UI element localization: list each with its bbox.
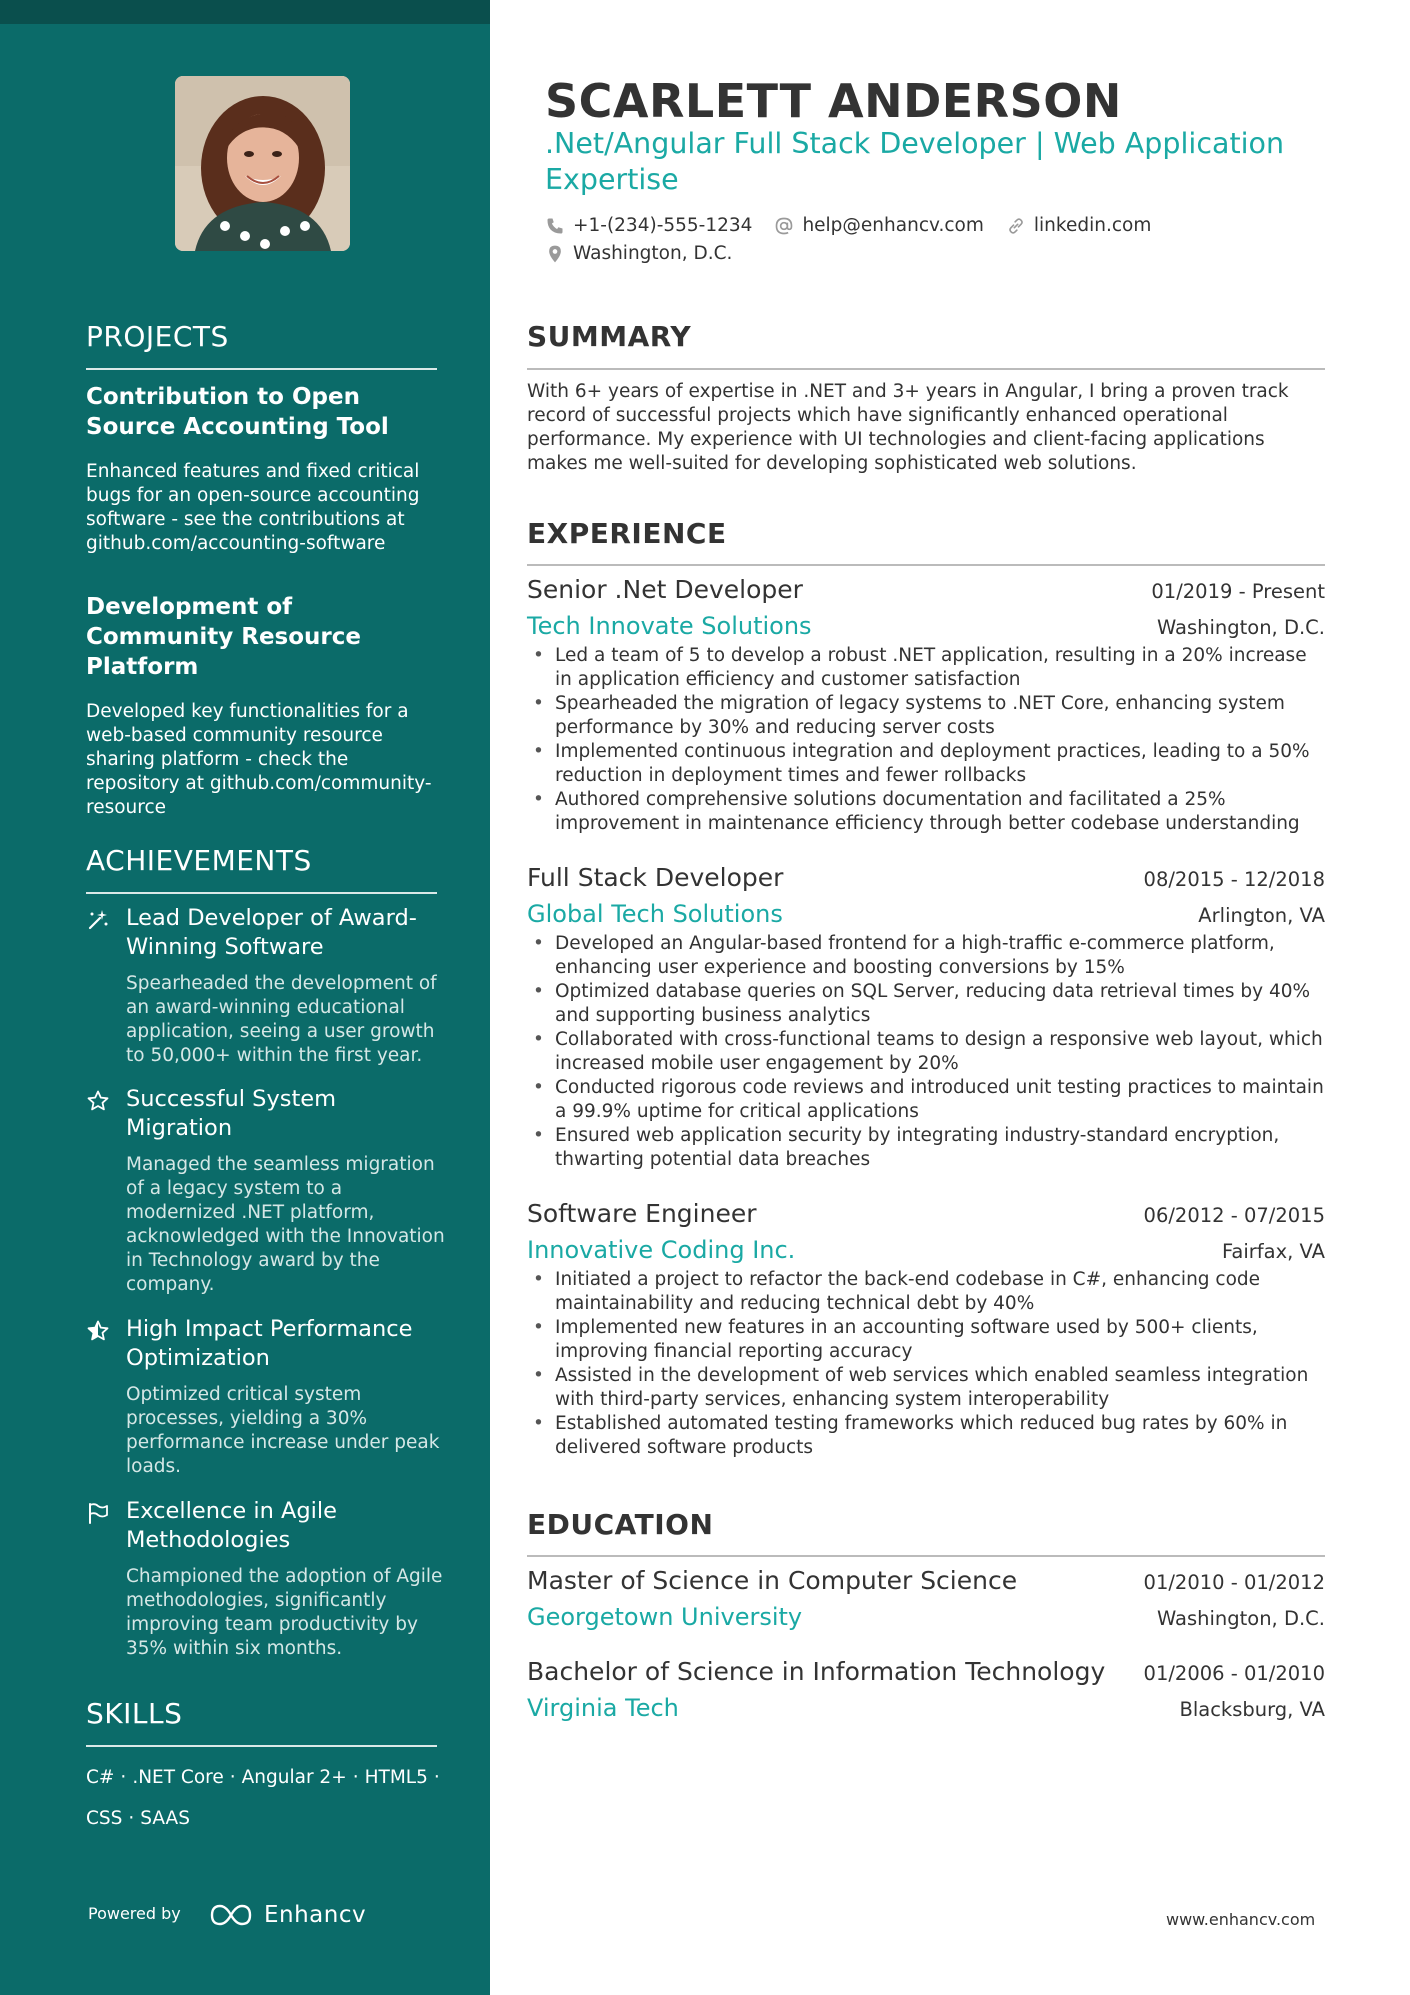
- project-title: Development of Community Resource Platform: [86, 594, 361, 680]
- education-dates: 01/2006 - 01/2010: [1143, 1662, 1325, 1685]
- skill-tag: CSS: [86, 1808, 123, 1829]
- education-entry: [527, 1657, 1325, 1722]
- job-title: Software Engineer: [527, 1199, 757, 1228]
- enhancv-logo-icon: [208, 1902, 254, 1928]
- contact-row: [545, 215, 1173, 236]
- contact-linkedin[interactable]: [1006, 215, 1151, 236]
- candidate-role: .Net/Angular Full Stack Developer | Web Application Expertise: [545, 127, 1285, 196]
- skill-tag: SAAS: [140, 1808, 190, 1829]
- job-dates: 08/2015 - 12/2018: [1143, 868, 1325, 891]
- powered-by-label: Powered by: [88, 1904, 181, 1923]
- degree-title: Master of Science in Computer Science: [527, 1566, 1018, 1595]
- education-divider: [527, 1555, 1325, 1557]
- job-bullet: • Optimized database queries on SQL Server, reducing data retrieval times by 40% and supporting business analytics: [527, 980, 1325, 1028]
- contact-phone[interactable]: [545, 215, 752, 236]
- achievement-description: Spearheaded the development of an award-winning educational application, seeing a user growth to 50,000+ within the first year.: [126, 973, 437, 1066]
- enhancv-brand[interactable]: [208, 1898, 366, 1932]
- contact-location: [545, 243, 732, 264]
- achievement-title: Lead Developer of Award-Winning Software: [126, 905, 417, 960]
- achievements-title: ACHIEVEMENTS: [86, 844, 312, 877]
- education-title: EDUCATION: [527, 1508, 714, 1541]
- achievements-divider: [86, 892, 437, 894]
- project-item: [86, 592, 446, 820]
- skill-tag: C#: [86, 1767, 115, 1788]
- main-content: [527, 0, 1327, 1995]
- achievement-item: [86, 1315, 446, 1479]
- job-bullets: [527, 1268, 1325, 1460]
- job-bullet: • Collaborated with cross-functional teams to design a responsive web layout, which increased mobile user engagement by 20%: [527, 1028, 1325, 1076]
- candidate-name: SCARLETT ANDERSON: [545, 74, 1122, 128]
- brand-name: Enhancv: [264, 1902, 367, 1928]
- job-title: Senior .Net Developer: [527, 575, 803, 604]
- job-dates: 01/2019 - Present: [1151, 580, 1325, 603]
- job-bullet: • Implemented new features in an accounting software used by 500+ clients, improving financial reporting accuracy: [527, 1316, 1325, 1364]
- summary-divider: [527, 368, 1325, 370]
- job-company: Global Tech Solutions: [527, 900, 783, 928]
- projects-title: PROJECTS: [86, 320, 229, 353]
- projects-divider: [86, 368, 437, 370]
- job-entry: [527, 1199, 1325, 1460]
- job-location: Arlington, VA: [1198, 904, 1325, 927]
- job-company: Tech Innovate Solutions: [527, 612, 812, 640]
- star-icon: [86, 1089, 110, 1113]
- summary-text: With 6+ years of expertise in .NET and 3+ years in Angular, I bring a proven track record of successful projects which have significantly enhanced operational performance. My experience with UI technologies and client-facing applications makes me well-suited for developing sophisticated web solutions.: [527, 381, 1289, 474]
- summary-title: SUMMARY: [527, 320, 692, 353]
- job-bullet: • Led a team of 5 to develop a robust .NET application, resulting in a 20% increase in application efficiency and customer satisfaction: [527, 644, 1325, 692]
- achievement-title: Excellence in Agile Methodologies: [126, 1498, 338, 1553]
- half-star-icon: [86, 1319, 110, 1343]
- link-icon: [1006, 216, 1026, 236]
- project-description: Enhanced features and fixed critical bugs for an open-source accounting software - see the contributions at github.com/accounting-software: [86, 461, 420, 554]
- job-location: Washington, D.C.: [1156, 616, 1325, 639]
- job-title: Full Stack Developer: [527, 863, 784, 892]
- job-entry: [527, 863, 1325, 1172]
- at-icon: [774, 216, 794, 236]
- location-text: Washington, D.C.: [573, 243, 733, 264]
- project-description: Developed key functionalities for a web-based community resource sharing platform - check the repository at github.com/community-resource: [86, 701, 432, 818]
- job-bullet: • Developed an Angular-based frontend for a high-traffic e-commerce platform, enhancing user experience and boosting conversions by 15%: [527, 932, 1325, 980]
- skills-list: C# · .NET Core · Angular 2+ · HTML5 · CSS · SAAS: [86, 1767, 440, 1829]
- skill-tag: .NET Core: [132, 1767, 224, 1788]
- achievement-description: Optimized critical system processes, yielding a 30% performance increase under peak loads.: [126, 1384, 440, 1477]
- job-location: Fairfax, VA: [1222, 1240, 1325, 1263]
- job-bullets: [527, 932, 1325, 1172]
- job-company: Innovative Coding Inc.: [527, 1236, 796, 1264]
- achievement-item: [86, 1497, 446, 1661]
- skills-divider: [86, 1745, 437, 1747]
- footer-url-link[interactable]: www.enhancv.com: [1166, 1910, 1316, 1929]
- project-title: Contribution to Open Source Accounting Tool: [86, 384, 389, 440]
- job-bullet: • Established automated testing frameworks which reduced bug rates by 60% in delivered software products: [527, 1412, 1325, 1460]
- wand-icon: [86, 908, 110, 932]
- school-location: Blacksburg, VA: [1179, 1698, 1325, 1721]
- profile-photo: [175, 76, 350, 251]
- skill-tag: Angular 2+: [241, 1767, 347, 1788]
- school-name: Virginia Tech: [527, 1694, 679, 1722]
- achievement-item: [86, 1085, 446, 1297]
- skills-title: SKILLS: [86, 1697, 183, 1730]
- job-entry: [527, 575, 1325, 836]
- location-row: [545, 243, 754, 264]
- school-location: Washington, D.C.: [1156, 1607, 1325, 1630]
- job-bullet: • Spearheaded the migration of legacy systems to .NET Core, enhancing system performance by 30% and reducing server costs: [527, 692, 1325, 740]
- job-bullet: • Initiated a project to refactor the back-end codebase in C#, enhancing code maintainability and reducing technical debt by 40%: [527, 1268, 1325, 1316]
- job-bullet: • Implemented continuous integration and deployment practices, leading to a 50% reduction in deployment times and fewer rollbacks: [527, 740, 1325, 788]
- degree-title: Bachelor of Science in Information Technology: [527, 1657, 1106, 1686]
- achievement-title: High Impact Performance Optimization: [126, 1316, 413, 1371]
- job-dates: 06/2012 - 07/2015: [1143, 1204, 1325, 1227]
- job-bullet: • Ensured web application security by integrating industry-standard encryption, thwarting potential data breaches: [527, 1124, 1325, 1172]
- education-dates: 01/2010 - 01/2012: [1143, 1571, 1325, 1594]
- email-text: help@enhancv.com: [802, 215, 984, 236]
- achievement-description: Managed the seamless migration of a legacy system to a modernized .NET platform, acknowledged with the Innovation in Technology award by the company.: [126, 1154, 445, 1295]
- sidebar-top-band: [0, 0, 490, 24]
- phone-icon: [545, 216, 565, 236]
- project-item: [86, 382, 446, 556]
- skill-tag: HTML5: [364, 1767, 428, 1788]
- job-bullets: [527, 644, 1325, 836]
- flag-icon: [86, 1501, 110, 1525]
- experience-title: EXPERIENCE: [527, 517, 727, 550]
- school-name: Georgetown University: [527, 1603, 803, 1631]
- linkedin-text: linkedin.com: [1033, 215, 1152, 236]
- phone-text: +1-(234)-555-1234: [573, 215, 753, 236]
- achievement-title: Successful System Migration: [126, 1086, 337, 1141]
- contact-email[interactable]: [774, 215, 983, 236]
- job-bullet: • Authored comprehensive solutions documentation and facilitated a 25% improvement in maintenance efficiency through better codebase understanding: [527, 788, 1325, 836]
- job-bullet: • Conducted rigorous code reviews and introduced unit testing practices to maintain a 99.9% uptime for critical applications: [527, 1076, 1325, 1124]
- education-entry: [527, 1566, 1325, 1631]
- achievement-item: [86, 904, 446, 1068]
- job-bullet: • Assisted in the development of web services which enabled seamless integration with third-party services, enhancing system interoperability: [527, 1364, 1325, 1412]
- sidebar: [0, 0, 490, 1995]
- achievement-description: Championed the adoption of Agile methodologies, significantly improving team productivity by 35% within six months.: [126, 1566, 443, 1659]
- experience-divider: [527, 564, 1325, 566]
- location-pin-icon: [545, 244, 565, 264]
